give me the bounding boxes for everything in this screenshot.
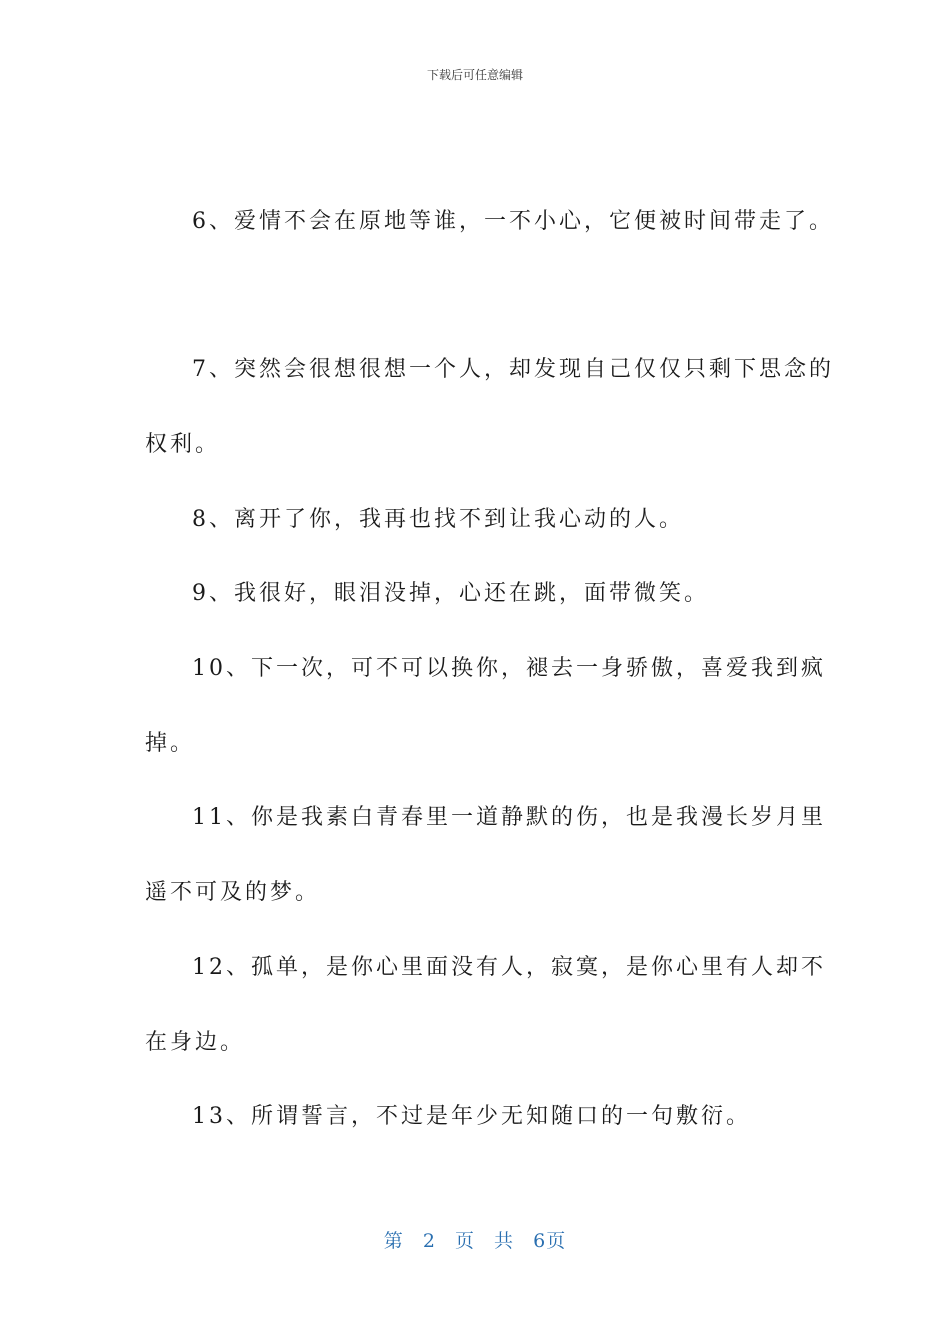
page-footer	[0, 1226, 950, 1253]
footer-gong: 共	[494, 1230, 515, 1252]
footer-page-number: 2	[422, 1230, 436, 1252]
paragraph-12-line-1: 12、孤单，是你心里面没有人，寂寞，是你心里有人却不	[192, 955, 826, 980]
footer-di: 第	[383, 1230, 404, 1252]
footer-ye: 页	[454, 1230, 475, 1252]
paragraph-8-line-1: 8、离开了你，我再也找不到让我心动的人。	[192, 507, 684, 532]
paragraph-12-line-2: 在身边。	[145, 1030, 246, 1055]
paragraph-7-line-2: 权利。	[145, 432, 221, 457]
paragraph-13-line-1: 13、所谓誓言，不过是年少无知随口的一句敷衍。	[192, 1104, 751, 1129]
page-header: 下载后可任意编辑	[426, 68, 523, 82]
paragraph-11-line-1: 11、你是我素白青春里一道静默的伤，也是我漫长岁月里	[192, 805, 826, 830]
paragraph-10-line-1: 10、下一次，可不可以换你，褪去一身骄傲，喜爱我到疯	[192, 656, 826, 681]
paragraph-7-line-1: 7、突然会很想很想一个人，却发现自己仅仅只剩下思念的	[192, 357, 834, 382]
paragraph-11-line-2: 遥不可及的梦。	[145, 880, 321, 905]
paragraph-10-line-2: 掉。	[145, 731, 196, 756]
paragraph-9-line-1: 9、我很好，眼泪没掉，心还在跳，面带微笑。	[192, 581, 709, 606]
footer-total-pages: 6页	[533, 1230, 567, 1252]
paragraph-6-line-1: 6、爱情不会在原地等谁，一不小心，它便被时间带走了。	[192, 209, 834, 234]
